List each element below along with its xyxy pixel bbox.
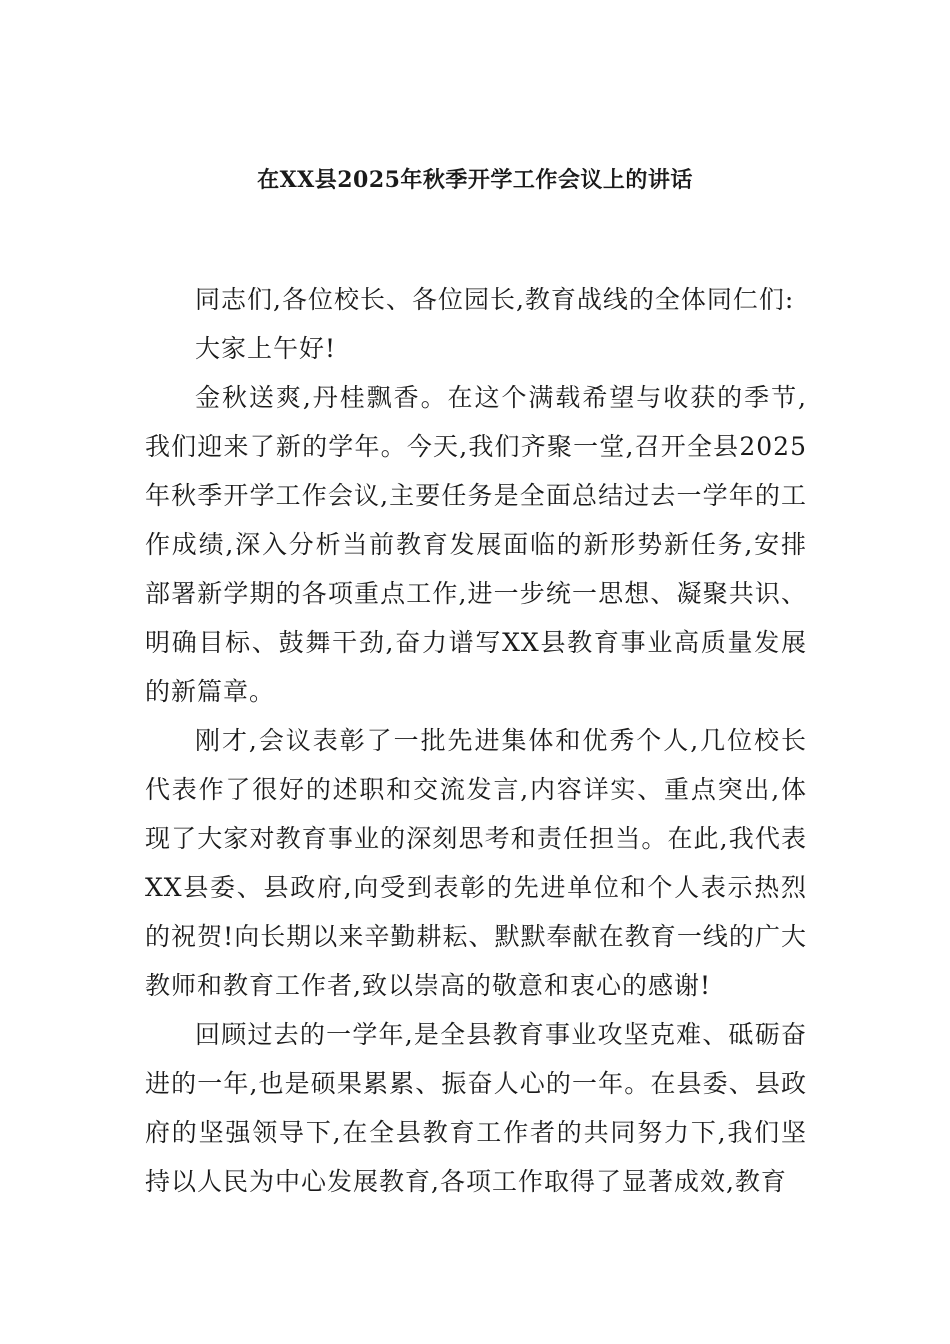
paragraph-greeting: 大家上午好! <box>195 334 337 363</box>
paragraph-salutation: 同志们,各位校长、各位园长,教育战线的全体同仁们: <box>195 285 795 314</box>
document-body <box>145 275 807 1206</box>
paragraph-review: 回顾过去的一学年,是全县教育事业攻坚克难、砥砺奋进的一年,也是硕果累累、振奋人心的一年。在县委、县政府的坚强领导下,在全县教育工作者的共同努力下,我们坚持以人民为中心发展教育,各项工作取得了显著成效,教育 <box>145 1020 807 1196</box>
document-title: 在XX县2025年秋季开学工作会议上的讲话 <box>257 167 693 193</box>
paragraph-opening: 金秋送爽,丹桂飘香。在这个满载希望与收获的季节,我们迎来了新的学年。今天,我们齐聚一堂,召开全县2025年秋季开学工作会议,主要任务是全面总结过去一学年的工作成绩,深入分析当前教育发展面临的新形势新任务,安排部署新学期的各项重点工作,进一步统一思想、凝聚共识、明确目标、鼓舞干劲,奋力谱写XX县教育事业高质量发展的新篇章。 <box>145 383 807 706</box>
paragraph-commendation: 刚才,会议表彰了一批先进集体和优秀个人,几位校长代表作了很好的述职和交流发言,内容详实、重点突出,体现了大家对教育事业的深刻思考和责任担当。在此,我代表XX县委、县政府,向受到表彰的先进单位和个人表示热烈的祝贺!向长期以来辛勤耕耘、默默奉献在教育一线的广大教师和教育工作者,致以崇高的敬意和衷心的感谢! <box>145 726 807 1000</box>
